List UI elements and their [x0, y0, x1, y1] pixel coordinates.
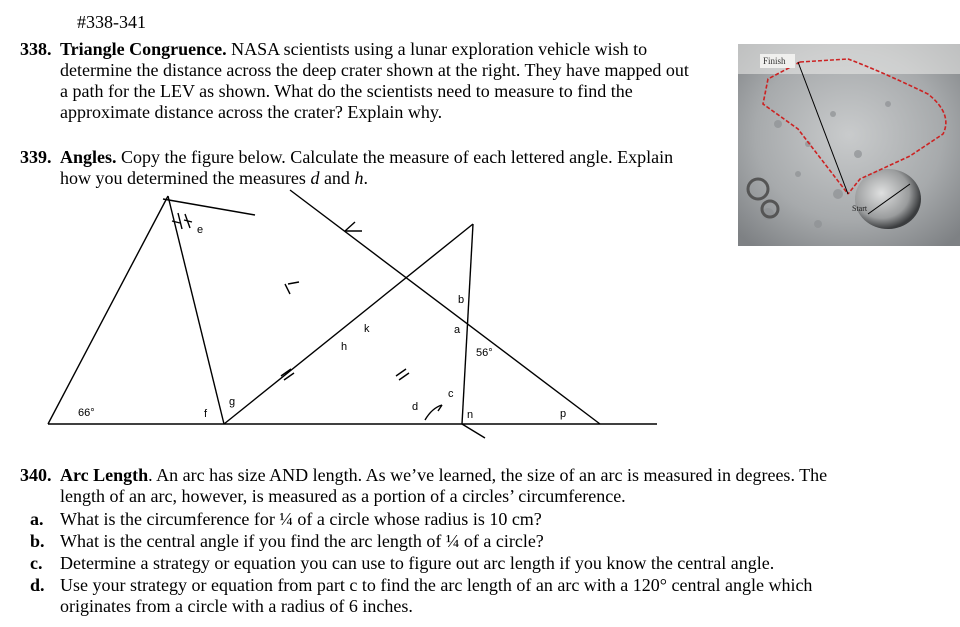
problem-number: 338. [20, 39, 52, 59]
tick-mark [285, 284, 290, 294]
item-label: a. [30, 509, 44, 529]
problem-title: Angles. [60, 147, 117, 167]
tick-mark [399, 373, 409, 380]
top-side [163, 199, 255, 215]
problem-line: a path for the LEV as shown. What do the scientists need to measure to find the [60, 81, 633, 101]
problem-text: Copy the figure below. Calculate the measure of each lettered angle. Explain [121, 147, 674, 167]
label-d: d [412, 401, 419, 413]
page-header: #338-341 [77, 12, 146, 32]
label-56: 56° [476, 347, 493, 359]
label-g: g [229, 396, 236, 408]
long-diagonal [290, 190, 600, 424]
tick-mark [288, 282, 299, 284]
angle-arc [425, 405, 442, 420]
label-66: 66° [78, 407, 95, 419]
problem-line: length of an arc, however, is measured as a portion of a circles’ circumference. [60, 486, 626, 506]
label-f: f [204, 408, 208, 420]
variable-h: h [354, 168, 364, 188]
item-text: originates from a circle with a radius of 6 inches. [60, 596, 413, 616]
problem-line: approximate distance across the crater? Explain why. [60, 102, 443, 122]
problem-number: 339. [20, 147, 52, 167]
deep-crater [855, 169, 921, 229]
finish-label: Finish [763, 56, 786, 66]
problem-text: and [319, 168, 355, 188]
start-label: Start [852, 204, 868, 213]
figure-labels [78, 224, 566, 421]
label-n: n [467, 409, 474, 421]
variable-d: d [310, 168, 320, 188]
label-a: a [454, 324, 461, 336]
tick-mark [172, 221, 180, 223]
item-label: d. [30, 575, 45, 595]
item-label: c. [30, 553, 43, 573]
label-c: c [448, 388, 454, 400]
item-label: b. [30, 531, 45, 551]
tick-mark [396, 369, 406, 376]
tick-mark [178, 213, 182, 229]
problem-line: determine the distance across the deep crater shown at the right. They have mapped out [60, 60, 689, 80]
label-b: b [458, 294, 465, 306]
problem-title: Triangle Congruence. [60, 39, 227, 59]
item-text: Use your strategy or equation from part c to find the arc length of an arc with a 120° central angle which [60, 575, 813, 595]
vertical-extension [462, 424, 485, 438]
label-k: k [364, 323, 370, 335]
label-p: p [560, 408, 567, 420]
problem-title: Arc Length [60, 465, 149, 485]
problem-text: how you determined the measures [60, 168, 311, 188]
figure-lines [48, 190, 657, 438]
label-e: e [197, 224, 204, 236]
rising-line [224, 224, 473, 424]
tick-mark [345, 222, 355, 231]
problem-text: . [363, 168, 368, 188]
crater-photo [738, 44, 960, 246]
problem-number: 340. [20, 465, 52, 485]
inner-side [168, 196, 224, 424]
problem-line [60, 465, 940, 486]
problem-text: . An arc has size AND length. As we’ve learned, the size of an arc is measured in degrees. The [148, 465, 828, 485]
label-h: h [341, 341, 348, 353]
problem-text: NASA scientists using a lunar exploration vehicle wish to [231, 39, 648, 59]
left-side [48, 196, 168, 424]
item-text: What is the central angle if you find the arc length of ¼ of a circle? [60, 531, 544, 551]
item-text: What is the circumference for ¼ of a circle whose radius is 10 cm? [60, 509, 542, 529]
item-text: Determine a strategy or equation you can use to figure out arc length if you know the central angle. [60, 553, 775, 573]
